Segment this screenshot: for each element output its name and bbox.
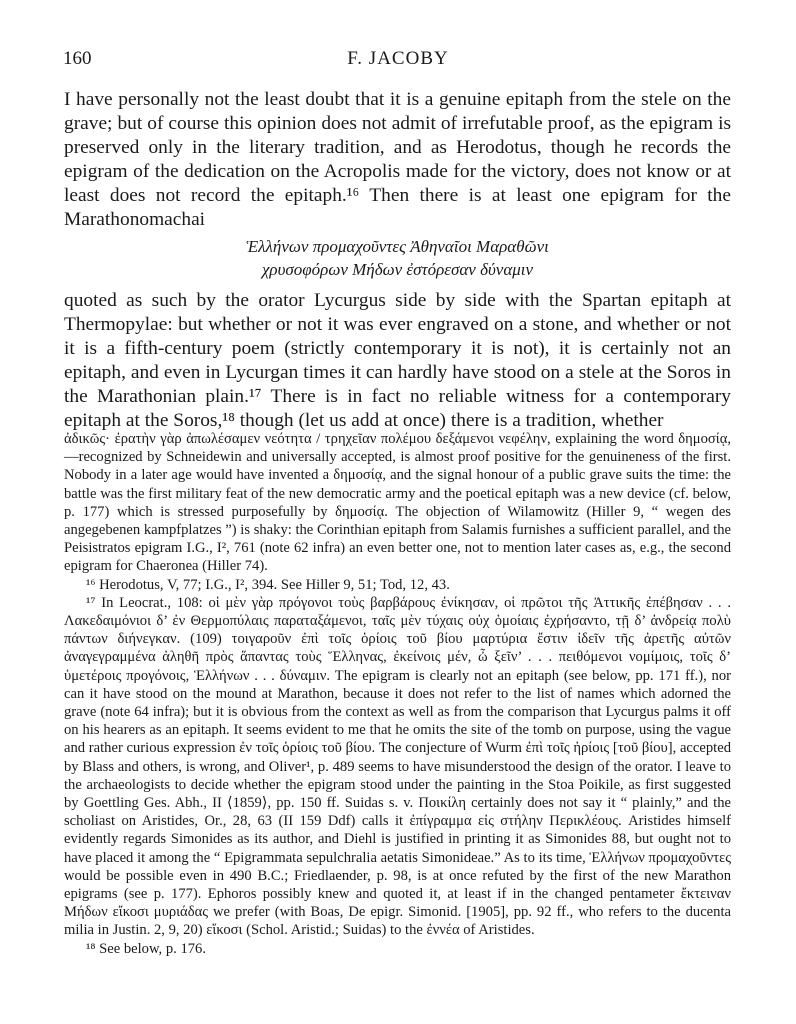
running-header — [63, 48, 733, 72]
footnote-17: ¹⁷ In Leocrat., 108: οἱ μὲν γὰρ πρόγονοι τοὺς βαρβάρους ἐνίκησαν, οἱ πρῶτοι τῆς Ἀττικῆς ἐπέβησαν . . . Λακεδαιμόνιοι δ’ ἐν Θερμοπύλαις παραταξάμενοι, ταῖς μὲν τύχαις οὐχ ὁμοίαις ἐχρήσαντο, τῇ δ’ ἀνδρείᾳ πολὺ πάντων διήνεγκαν. (109) τοιγαροῦν ἐπὶ τοῖς ὁρίοις τοῦ βίου μαρτύρια ἔστιν ἰδεῖν τῆς ἀρετῆς αὐτῶν ἀναγεγραμμένα ἀληθῆ πρὸς ἅπαντας τοὺς Ἕλληνας, ἐκείνοις μέν, ὦ ξεῖν’ . . . πειθόμενοι νομίμοις, τοῖς δ’ ὑμετέροις προγόνοις, Ἑλλήνων . . . δύναμιν. The epigram is clearly not an epitaph (see below, pp. 171 ff.), nor can it have stood on the mound at Marathon, because it does not refer to the list of names which adorned the grave (note 64 infra); but it is obvious from the context as well as from the comparison that Lycurgus palms it off on his hearers as an epitaph. It seems evident to me that he omits the site of the tomb on purpose, using the vague and rather curious expression ἐν τοῖς ὁρίοις τοῦ βίου. The conjecture of Wurm ἐπὶ τοῖς ἠρίοις [τοῦ βίου], accepted by Blass and others, is wrong, and Oliver¹, p. 489 seems to have misunderstood the design of the orator. I leave to the archaeologists to decide whether the epigram stood under the painting in the Stoa Poikile, as first suggested by Goettling Ges. Abh., II ⟨1859⟩, pp. 150 ff. Suidas s. v. Ποικίλη certainly does not say it “ plainly,” and the scholiast on Aristides, Or., 28, 63 (II 159 Ddf) calls it ἐπίγραμμα εἰς στήλην Περικλέους. Aristides himself evidently regards Simonides as its author, and Diehl is justified in printing it as Simonides 88, but ought not to have placed it among the “ Epigrammata sepulchralia aetatis Simonideae.” As to its time, Ἑλλήνων προμαχοῦντες would be possible even in 490 B.C.; Friedlaender, p. 98, is at once refuted by the first of the new Marathon epigrams (see p. 177). Ephoros possibly knew and quoted it, at least if in the changed pentameter ἔκτειναν Μήδων εἴκοσι μυριάδας we prefer (with Boas, De epigr. Simonid. [1905], pp. 92 ff., who refers to the ducenta milia in Justin. 2, 9, 20) εἴκοσι (Schol. Aristid.; Suidas) to the ἐννέα of Aristides. — [64, 594, 731, 939]
page-number: 160 — [63, 48, 92, 69]
footnotes — [64, 430, 731, 958]
greek-epigram — [64, 235, 731, 281]
footnote-18: ¹⁸ See below, p. 176. — [86, 940, 206, 957]
body-paragraph-1: I have personally not the least doubt that it is a genuine epitaph from the stele on the grave; but of course this opinion does not admit of irrefutable proof, as the epigram is preserved only in the literary tradition, and as Herodotus, though he records the epigram of the dedication on the Acropolis made for the victory, does not know or at least does not record the epitaph.¹⁶ Then there is at least one epigram for the Marathonomachai — [64, 89, 731, 230]
footnote-continuation: ἀδικῶς· ἐρατὴν γὰρ ἀπωλέσαμεν νεότητα / τρηχεῖαν πολέμου δεξάμενοι νεφέλην, explaining the word δημοσίᾳ,—recognized by Schneidewin and universally accepted, is almost proof positive for the genuineness of the first. Nobody in a later age would have invented a δημοσίᾳ, and the signal honour of a public grave suits the time: the battle was the first military feat of the new democratic army and the poetical epitaph was a new device (cf. below, p. 177) which is stressed purposefully by δημοσίᾳ. The objection of Wilamowitz (Hiller 9, “ wegen des angegebenen kampfplatzes ”) is shaky: the Corinthian epitaph from Salamis furnishes a sufficient parallel, and the Peisistratos epigram I.G., I², 761 (note 62 infra) an even better one, not to mention later cases as, e.g., the second epigram for Chaeronea (Hiller 74). — [64, 431, 731, 575]
epigram-line-2: χρυσοφόρων Μήδων ἐστόρεσαν δύναμιν — [261, 260, 534, 279]
body-paragraph-2: quoted as such by the orator Lycurgus side by side with the Spartan epitaph at Thermopylae: but whether or not it was ever engraved on a stone, and whether or not it is a fifth-century poem (strictly contemporary it is not), it is certainly not an epitaph, and even in Lycurgan times it can hardly have stood on a stele at the Soros in the Marathonian plain.¹⁷ There is in fact no reliable witness for a contemporary epitaph at the Soros,¹⁸ though (let us add at once) there is a tradition, whether — [64, 290, 731, 431]
running-head-author: F. JACOBY — [347, 48, 449, 69]
epigram-line-1: Ἑλλήνων προμαχοῦντες Ἀθηναῖοι Μαραθῶνι — [246, 237, 549, 256]
footnote-16: ¹⁶ Herodotus, V, 77; I.G., I², 394. See Hiller 9, 51; Tod, 12, 43. — [86, 576, 450, 593]
